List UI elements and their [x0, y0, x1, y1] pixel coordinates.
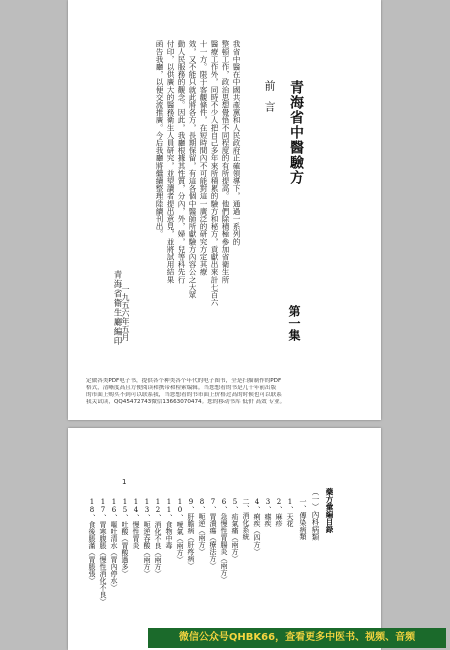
toc-entry: 18、食後脹滿（胃脹張）: [88, 498, 96, 584]
page-number: 1: [122, 478, 127, 486]
toc-subsection-heading: 一、傳染病類: [299, 498, 307, 540]
volume-label: 第一集: [287, 305, 301, 341]
toc-section-heading: （一）內科病類: [311, 488, 320, 541]
preface-line: 十一方。限于客觀條件，在短時間內不可能對這一廣泛的研究方定其療: [199, 40, 208, 276]
toc-entry: 9、肝膽病（肝疼病）: [187, 498, 195, 569]
preface-line: 我省中醫在中國共產黨和人民政府正確領導下，通過一系列的: [232, 40, 241, 246]
ad-line: 我关试读，QQ45472743微信13663070474。您的移动书库 低价 高效 专业。: [86, 399, 286, 405]
toc-entry: 7、胃潰瘍（療法方）: [209, 498, 217, 569]
preface-line: 函告我廳，以便交流推廣。今后我廳將繼續整理陸續刊出。: [155, 40, 164, 238]
preface-line: 醫療工作外，同時不少人把自己多年來所積累的驗方和秘方，貢獻出來計七百六: [210, 40, 219, 306]
preface-body: [152, 40, 242, 340]
toc-entry: 16、嘔吐清水（胃內停水）: [110, 498, 118, 591]
ad-line: 定做各类PDF电子书，提供各个种类各个年代的电子图书，全是扫描制作的PDF: [86, 378, 282, 384]
toc-entry: 11、食物中毒: [165, 498, 173, 549]
toc-title: 藥方彙編目錄: [325, 488, 334, 533]
toc-entry: 10、噯氣（兩方）: [176, 498, 184, 563]
wechat-banner[interactable]: 微信公众号QHBK66，查看更多中医书、视频、音频: [148, 628, 446, 648]
document-page-1: [68, 0, 381, 420]
toc-entry: 12、消化不良（兩方）: [154, 498, 162, 577]
toc-entry: 1、天花: [286, 498, 294, 527]
preface-heading: 前言: [263, 80, 276, 122]
toc-entry: 5、疝氣痛（兩方）: [231, 498, 239, 562]
ad-line: 格式，清晰度高且方便阅读和携带和检索编辑。当您想看的书是几十年前出版: [86, 385, 277, 391]
toc-entry: 17、胃寒腹脹（慢性消化不良）: [99, 498, 107, 605]
preface-line: 動人民服務的觀念。因此，我廳根據其性質，分內，外，婦，兒等科先行: [177, 40, 186, 284]
publisher-signature: 青海省衛生廳編印: [112, 270, 122, 346]
preface-line: 整頓工作，政治思想覺悟不同程度的有所提高。他們除積極參加省衛生所: [221, 40, 230, 284]
toc-entry: 二、消化系統: [242, 498, 250, 540]
toc-entry: 2、麻疹: [275, 498, 283, 527]
book-title: 青海省中醫驗方: [288, 80, 304, 185]
toc-entry: 15、吐酸（胃酸過多）: [121, 498, 129, 577]
ad-line: 的市面上购买不到可以联系我，当您想看的书市面上价格过高的时候也可以联系: [86, 392, 282, 398]
publication-date: 一九五六年五月: [121, 285, 130, 341]
document-page-2: [68, 428, 381, 650]
preface-line: 效，又不能只就此將各方，長期保留，有這各個中醫師所獻驗方內容公之大眾: [188, 40, 197, 299]
ad-paragraph: [86, 378, 376, 406]
toc-entry: 4、痢疾（四方）: [253, 498, 261, 555]
toc-entry: 6、急慢性胃腸炎（兩方）: [220, 498, 228, 583]
preface-line: 付印，以供廣大的醫務衛生人員研究，並望讀者提出意見，並將試用結果: [166, 40, 175, 284]
toc-entry: 14、慢性胃炎: [132, 498, 140, 549]
toc-entry: 3、瘧疾: [264, 498, 272, 527]
toc-entry: 8、呃逆（兩方）: [198, 498, 206, 555]
toc-entry: 13、呃逆吞酸（兩方）: [143, 498, 151, 577]
